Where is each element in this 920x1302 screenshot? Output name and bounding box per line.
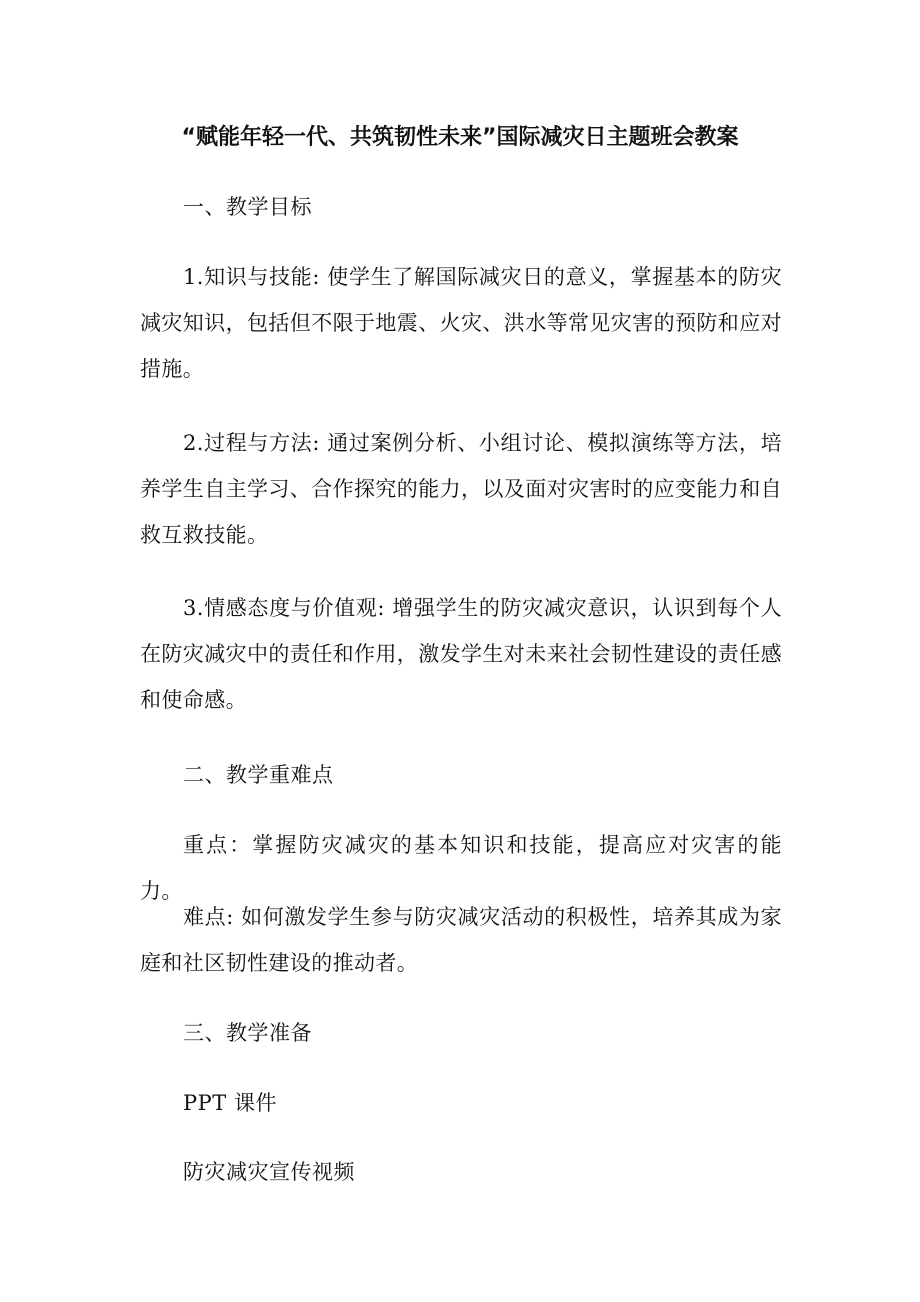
- section-heading-preparation: 三、教学准备: [183, 1021, 312, 1045]
- key-point-paragraph: 重点：掌握防灾减灾的基本知识和技能，提高应对灾害的能力。: [140, 833, 782, 903]
- document-title: “赋能年轻一代、共筑韧性未来”国际减灾日主题班会教案: [181, 125, 739, 150]
- preparation-item-video: 防灾减灾宣传视频: [183, 1160, 355, 1184]
- objective-paragraph-knowledge: 1.知识与技能: 使学生了解国际减灾日的意义，掌握基本的防灾减灾知识，包括但不限于地震、火灾、洪水等常见灾害的预防和应对措施。: [140, 265, 782, 381]
- section-heading-objectives: 一、教学目标: [183, 195, 312, 219]
- objective-paragraph-attitude: 3.情感态度与价值观: 增强学生的防灾减灾意识，认识到每个人在防灾减灾中的责任和作用，激发学生对未来社会韧性建设的责任感和使命感。: [140, 596, 782, 712]
- difficulty-paragraph: 难点: 如何激发学生参与防灾减灾活动的积极性，培养其成为家庭和社区韧性建设的推动者。: [140, 905, 782, 975]
- section-heading-key-points: 二、教学重难点: [183, 763, 334, 787]
- objective-paragraph-process: 2.过程与方法: 通过案例分析、小组讨论、模拟演练等方法，培养学生自主学习、合作探究的能力，以及面对灾害时的应变能力和自救互救技能。: [140, 431, 782, 547]
- preparation-item-ppt: PPT 课件: [183, 1091, 277, 1115]
